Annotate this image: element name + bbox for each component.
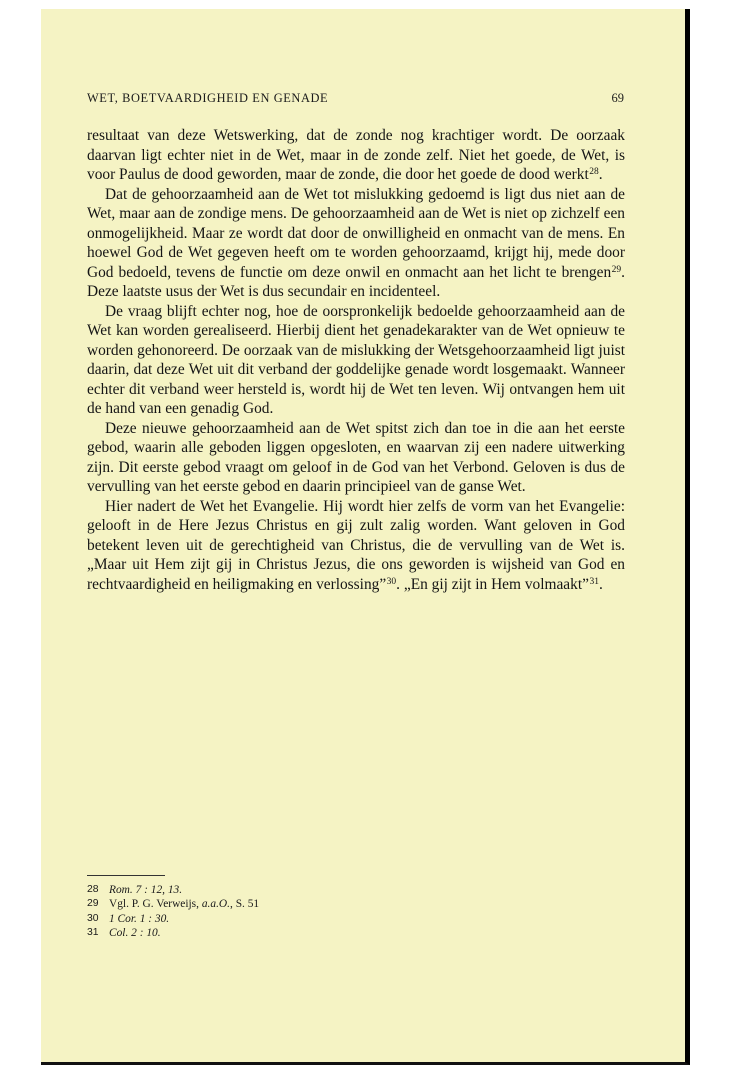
paragraph-5-mid: . „En gij zijt in Hem volmaakt” [396, 575, 589, 593]
note-ref-31: 31 [589, 576, 599, 587]
paragraph-4 [87, 419, 625, 497]
paragraph-1 [87, 126, 625, 185]
page-number: 69 [611, 91, 624, 105]
paragraph-2 [87, 185, 625, 302]
footnote-text [109, 897, 259, 911]
paragraph-3 [87, 302, 625, 419]
footnote-number: 30 [87, 912, 99, 924]
footnote-text: Col. 2 : 10. [109, 927, 161, 940]
paragraph-1-end: . [598, 166, 603, 183]
footnote-number: 29 [87, 898, 99, 910]
paragraph-2-end: . Deze laatste usus der Wet is dus secundair en incidenteel. [87, 263, 625, 300]
paragraph-4-text: Deze nieuwe gehoorzaamheid aan de Wet spitst zich dan toe in die aan het eerste gebod, waarin alle geboden liggen opgesloten, en waarvan zij een nadere uitwerking zijn. Dit eerste gebod vraagt om geloof in de God van het Verbond. Geloven is dus de vervulling van het eerste gebod en daarin principieel van de ganse Wet. [87, 419, 625, 495]
footnote-citation: Vgl. P. G. Verweijs, [109, 898, 202, 911]
footnote-italic: a.a.O. [201, 898, 230, 911]
footnote-number: 31 [87, 927, 99, 939]
note-ref-29: 29 [611, 264, 622, 275]
paragraph-2-text: Dat de gehoorzaamheid aan de Wet tot mislukking gedoemd is ligt dus niet aan de Wet, maar aan de zondige mens. De gehoorzaamheid aan de Wet is niet op zichzelf een onmogelijkheid. Maar ze wordt dat door de onwilligheid en onmacht van de mens. En hoewel God de Wet gegeven heeft om te worden gehoorzaamd, krijgt hij, mede door God bedoeld, tevens de functie om deze onwil en onmacht aan het licht te brengen [87, 185, 625, 281]
paragraph-1-text: resultaat van deze Wetswerking, dat de zonde nog krachtiger wordt. De oorzaak daarvan ligt echter niet in de Wet, maar in de zonde zelf. Niet het goede, de Wet, is voor Paulus de dood geworden, maar de zonde, die door het goede de dood werkt [87, 127, 625, 183]
book-page [41, 9, 690, 1065]
paragraph-5-text: Hier nadert de Wet het Evangelie. Hij wordt hier zelfs de vorm van het Evangelie: gelooft in de Here Jezus Christus en gij zult zalig worden. Want geloven in God betekent leven uit de gerechtigheid van Christus, die de vervulling van de Wet is. „Maar uit Hem zijt gij in Christus Jezus, die ons geworden is wijsheid van God en rechtvaardigheid en heiligmaking en verlossing” [87, 497, 625, 593]
paragraph-3-text: De vraag blijft echter nog, hoe de oorspronkelijk bedoelde gehoorzaamheid aan de Wet kan worden gerealiseerd. Hierbij dient het genadekarakter van de Wet opnieuw te worden gehonoreerd. De oorzaak van de mislukking der Wetsgehoorzaamheid ligt juist daarin, dat deze Wet uit dit verband der goddelijke genade wordt losgemaakt. Wanneer echter dit verband weer hersteld is, wordt hij de Wet ten leven. Wij ontvangen hem uit de hand van een genadig God. [87, 302, 625, 417]
footnote-rest: , S. 51 [230, 898, 260, 911]
running-title: WET, BOETVAARDIGHEID EN GENADE [87, 91, 329, 105]
note-ref-30: 30 [386, 576, 397, 587]
body-text [87, 126, 625, 594]
footnote-rule [87, 875, 165, 876]
paragraph-5-end: . [598, 575, 603, 593]
note-ref-28: 28 [589, 167, 599, 177]
running-head [87, 91, 624, 109]
footnote-text: Rom. 7 : 12, 13. [109, 884, 183, 896]
footnote-number: 28 [87, 884, 99, 895]
footnote-text: 1 Cor. 1 : 30. [109, 912, 170, 925]
paragraph-5 [87, 497, 625, 595]
